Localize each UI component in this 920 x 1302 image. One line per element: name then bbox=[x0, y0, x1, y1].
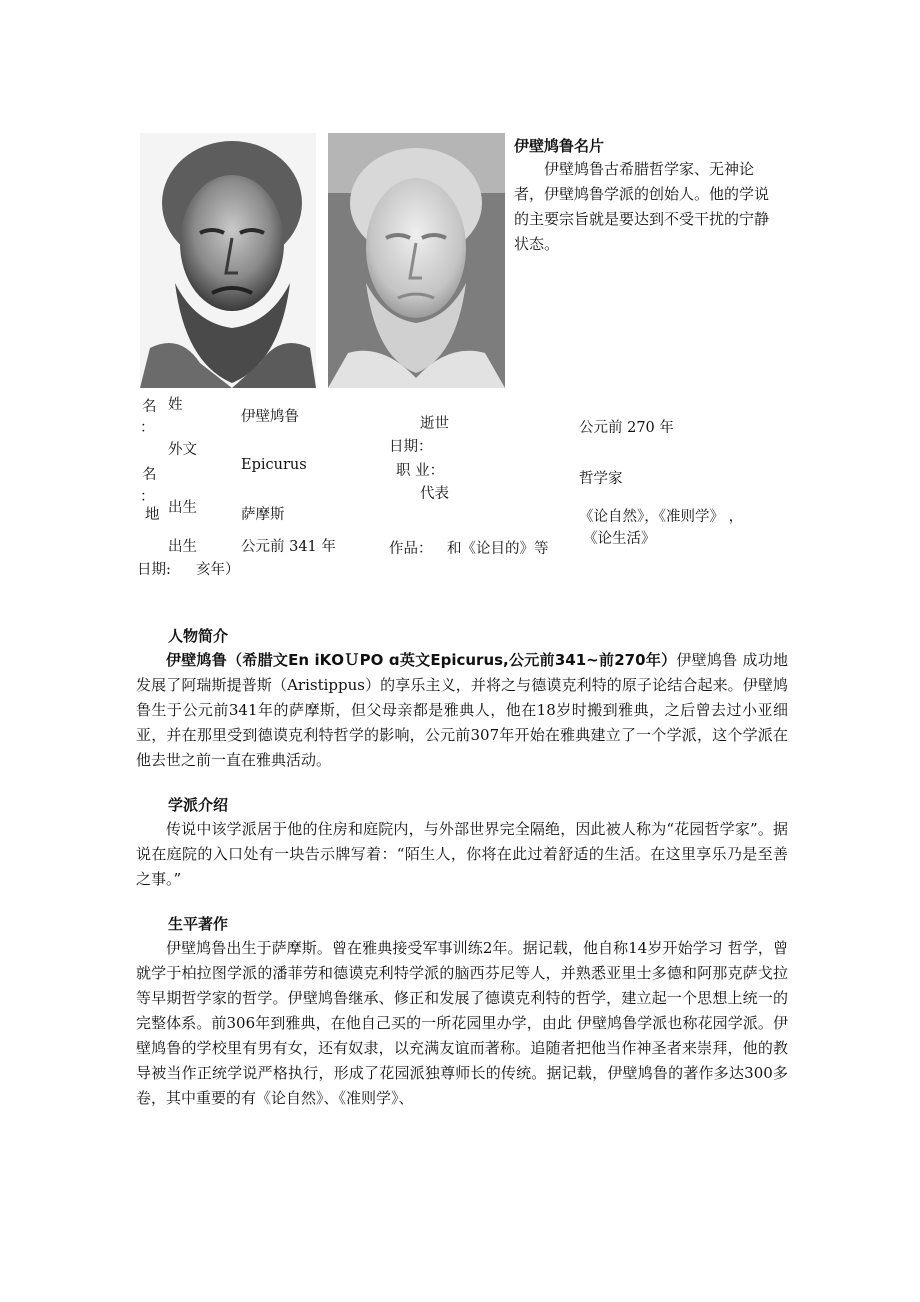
school-section-title: 学派介绍 bbox=[168, 796, 229, 814]
job-label: 职 业： bbox=[396, 463, 445, 479]
bio-text: 伊壁鸠鲁 成功地发展了阿瑞斯提普斯（Aristippus）的享乐主义，并将之与德谟克利特的原子论结合起来。伊壁鸠鲁生于公元前341年的萨摩斯，但父母亲都是雅典人，他在18岁时搬到雅典，之后曾去过小亚细亚，并在那里受到德谟克利特哲学的影响，公元前307年开始在雅典建立了一个学派，这个学派在他去世之前一直在雅典活动。 bbox=[136, 651, 788, 769]
death-label-a: 逝世 bbox=[420, 416, 449, 432]
bust-photo-right bbox=[328, 133, 505, 388]
card-title: 伊壁鸠鲁名片 bbox=[514, 137, 605, 155]
bio-section-title: 人物简介 bbox=[168, 627, 229, 645]
works-section-title: 生平著作 bbox=[168, 915, 229, 933]
name-label-colon: ： bbox=[140, 420, 155, 436]
birthdate-value: 公元前 341 年 bbox=[241, 539, 336, 555]
name-label-ming: 名 bbox=[142, 399, 157, 415]
works-label-a: 代表 bbox=[420, 486, 449, 502]
card-body: 伊壁鸠鲁古希腊哲学家、无神论者，伊壁鸠鲁学派的创始人。他的学说的主要宗旨就是要达到不受干扰的宁静状态。 bbox=[514, 160, 770, 253]
bio-paragraph bbox=[136, 648, 788, 773]
foreign-name-value: Epicurus bbox=[241, 457, 307, 473]
name-label-xing: 姓 bbox=[168, 397, 183, 413]
bust-photo-left bbox=[140, 133, 316, 388]
birthdate-label-a: 出生 bbox=[168, 539, 197, 555]
job-value: 哲学家 bbox=[579, 471, 623, 487]
foreign-name-label-b: 名 bbox=[142, 467, 157, 483]
foreign-name-label-colon: ： bbox=[140, 489, 155, 505]
death-value: 公元前 270 年 bbox=[579, 420, 674, 436]
works-label-b: 作品： bbox=[389, 541, 433, 557]
name-value: 伊壁鸠鲁 bbox=[241, 409, 299, 425]
birthplace-label-b: 出生 bbox=[168, 500, 197, 516]
birthplace-value: 萨摩斯 bbox=[241, 507, 285, 523]
works-value-b: 《论生活》 bbox=[583, 531, 656, 547]
bio-lead: 伊壁鸠鲁（希腊文Εn iΚΟＵΡΟ ɑ英文Epicurus,公元前341~前270年） bbox=[166, 651, 677, 669]
birthdate-label-b: 日期: bbox=[137, 562, 171, 578]
marble-bust-icon bbox=[328, 133, 505, 388]
birthdate-value-cont: 亥年） bbox=[196, 562, 240, 578]
works-value-c: 和《论目的》等 bbox=[447, 541, 549, 557]
foreign-name-label-a: 外文 bbox=[168, 442, 197, 458]
death-label-b: 日期： bbox=[389, 439, 433, 455]
works-value-a: 《论自然》，《准则学》 ， bbox=[579, 509, 744, 525]
birthplace-label-a: 地 bbox=[145, 507, 160, 523]
school-paragraph: 传说中该学派居于他的住房和庭院内，与外部世界完全隔绝，因此被人称为“花园哲学家”。据说在庭院的入口处有一块告示牌写着：“陌生人，你将在此过着舒适的生活。在这里享乐乃是至善之事。” bbox=[136, 820, 788, 888]
portrait-bust-icon bbox=[140, 133, 316, 388]
works-paragraph: 伊壁鸠鲁出生于萨摩斯。曾在雅典接受军事训练2年。据记载，他自称14岁开始学习 哲学，曾就学于柏拉图学派的潘菲劳和德谟克利特学派的脑西芬尼等人，并熟悉亚里士多德和阿那克萨戈拉等早期哲学家的哲学。伊壁鸠鲁继承、修正和发展了德谟克利特的哲学，建立起一个思想上统一的完整体系。前306年到雅典，在他自己买的一所花园里办学，由此 伊壁鸠鲁学派也称花园学派。伊壁鸠鲁的学校里有男有女，还有奴隶，以充满友谊而著称。追随者把他当作神圣者来崇拜，他的教导被当作正统学说严格执行，形成了花园派独尊师长的传统。据记载，伊壁鸠鲁的著作多达300多卷，其中重要的有《论自然》、《准则学》、 bbox=[136, 939, 788, 1107]
